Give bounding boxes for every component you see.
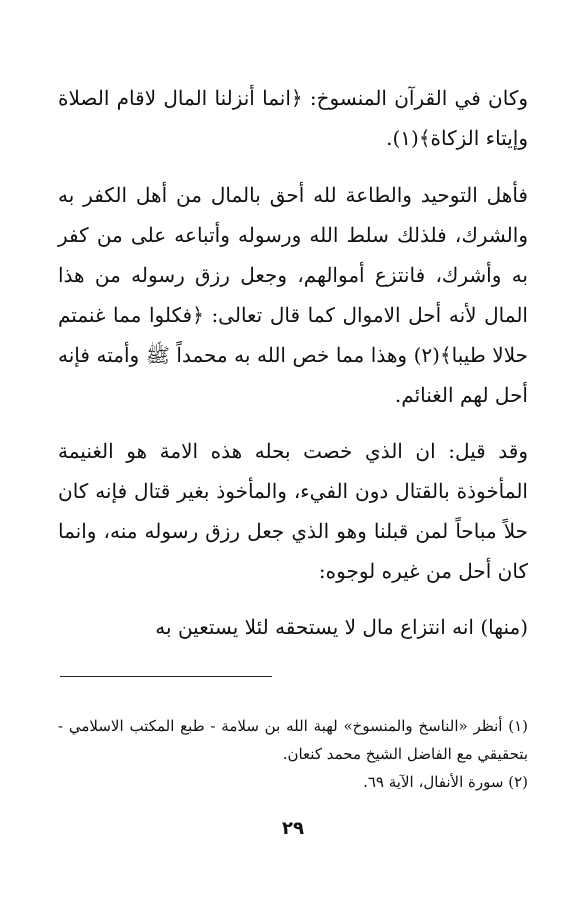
- paragraph-3: وقد قيل: ان الذي خصت بحله هذه الامة هو الغنيمة المأخوذة بالقتال دون الفيء، والمأخوذ بغير قتال فإنه كان حلاً مباحاً لمن قبلنا وهو الذي جعل رزق رسوله منه، وانما كان أحل من غيره لوجوه:: [58, 439, 528, 583]
- paragraph-2: فأهل التوحيد والطاعة لله أحق بالمال من أهل الكفر به والشرك، فلذلك سلط الله ورسوله وأتباعه على من كفر به وأشرك، فانتزع أموالهم، وجعل رزق رسوله من هذا المال لأنه أحل الاموال كما قال تعالى: ﴿فكلوا مما غنمتم حلالا طيبا﴾(٢) وهذا مما خص الله به محمداً ﷺ وأمته فإنه أحل لهم الغنائم.: [58, 183, 528, 407]
- main-text: [58, 78, 528, 663]
- paragraph-1: وكان في القرآن المنسوخ: ﴿انما أنزلنا المال لاقام الصلاة وإيتاء الزكاة﴾(١).: [58, 86, 528, 150]
- footnote-divider: [60, 676, 272, 677]
- page-number: ٢٩: [282, 818, 304, 839]
- footnotes: [58, 712, 528, 796]
- paragraph-4: (منها) انه انتزاع مال لا يستحقه لئلا يستعين به: [155, 615, 528, 639]
- footnote-1: (١) أنظر «الناسخ والمنسوخ» لهبة الله بن سلامة - طبع المكتب الاسلامي - بتحقيقي مع الفاضل الشيخ محمد كنعان.: [58, 717, 528, 763]
- footnote-2: (٢) سورة الأنفال، الآية ٦٩.: [363, 773, 528, 791]
